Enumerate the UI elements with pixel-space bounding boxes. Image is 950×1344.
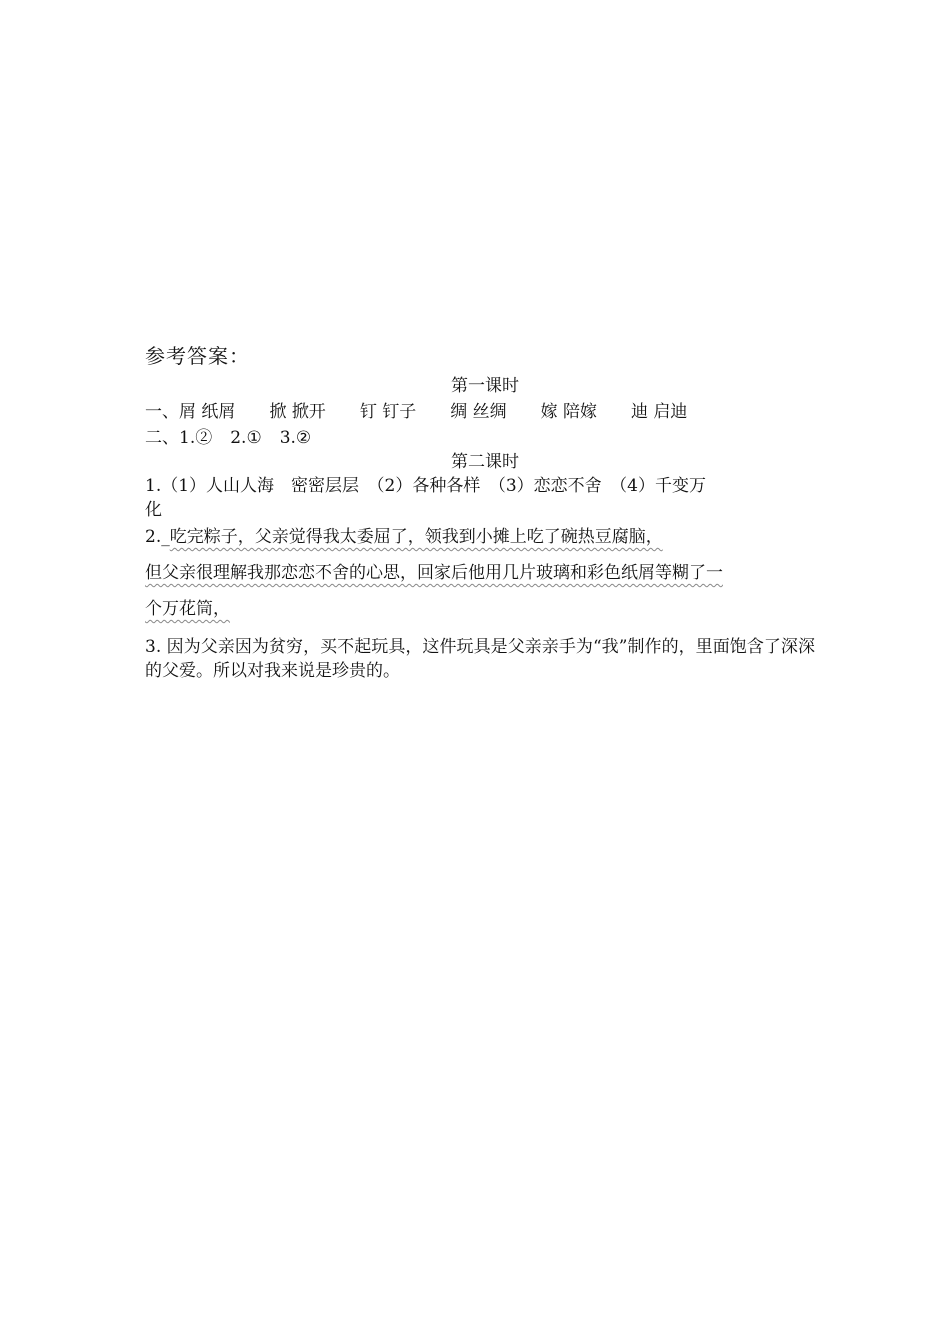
section-title-lesson-2: 第二课时 <box>451 452 519 472</box>
question-2-answers <box>145 426 815 450</box>
answer-2-line-2 <box>145 561 815 585</box>
answer-1-line-1: 1.（1）人山人海 密密层层 （2）各种各样 （3）恋恋不舍 （4）千变万 <box>145 476 706 496</box>
question-label: 二、 <box>145 428 179 448</box>
answer-heading: 参考答案： <box>145 344 250 368</box>
answer-2-line-1 <box>145 525 815 549</box>
underlined-sentence: 吃完粽子，父亲觉得我太委屈了，领我到小摊上吃了碗热豆腐脑， <box>169 527 663 547</box>
answer-1-line-2: 化 <box>145 500 162 520</box>
answer-item: 屑 纸屑 <box>179 402 236 422</box>
answer-3-paragraph: 3. 因为父亲因为贫穷，买不起玩具，这件玩具是父亲亲手为“我”制作的，里面饱含了深深的父爱。所以对我来说是珍贵的。 <box>145 637 815 681</box>
answer-item: 迪 启迪 <box>631 402 688 422</box>
answer-item: 3.② <box>279 428 312 448</box>
answer-item: 掀 掀开 <box>269 402 326 422</box>
underlined-sentence: 但父亲很理解我那恋恋不舍的心思，回家后他用几片玻璃和彩色纸屑等糊了一 <box>145 563 723 583</box>
section-title-lesson-1: 第一课时 <box>451 376 519 396</box>
answer-2-line-3 <box>145 597 815 621</box>
answer-item: 钉 钉子 <box>359 402 417 422</box>
underlined-sentence: 个万花筒， <box>145 599 230 619</box>
answer-item: 绸 丝绸 <box>450 402 507 422</box>
answer-number: 2._ <box>145 527 170 547</box>
answer-item: 嫁 陪嫁 <box>540 402 598 422</box>
answer-item: 2.① <box>230 428 262 448</box>
question-1-answers <box>145 400 815 424</box>
question-label: 一、 <box>145 402 179 422</box>
answer-item: 1.② <box>179 428 213 448</box>
